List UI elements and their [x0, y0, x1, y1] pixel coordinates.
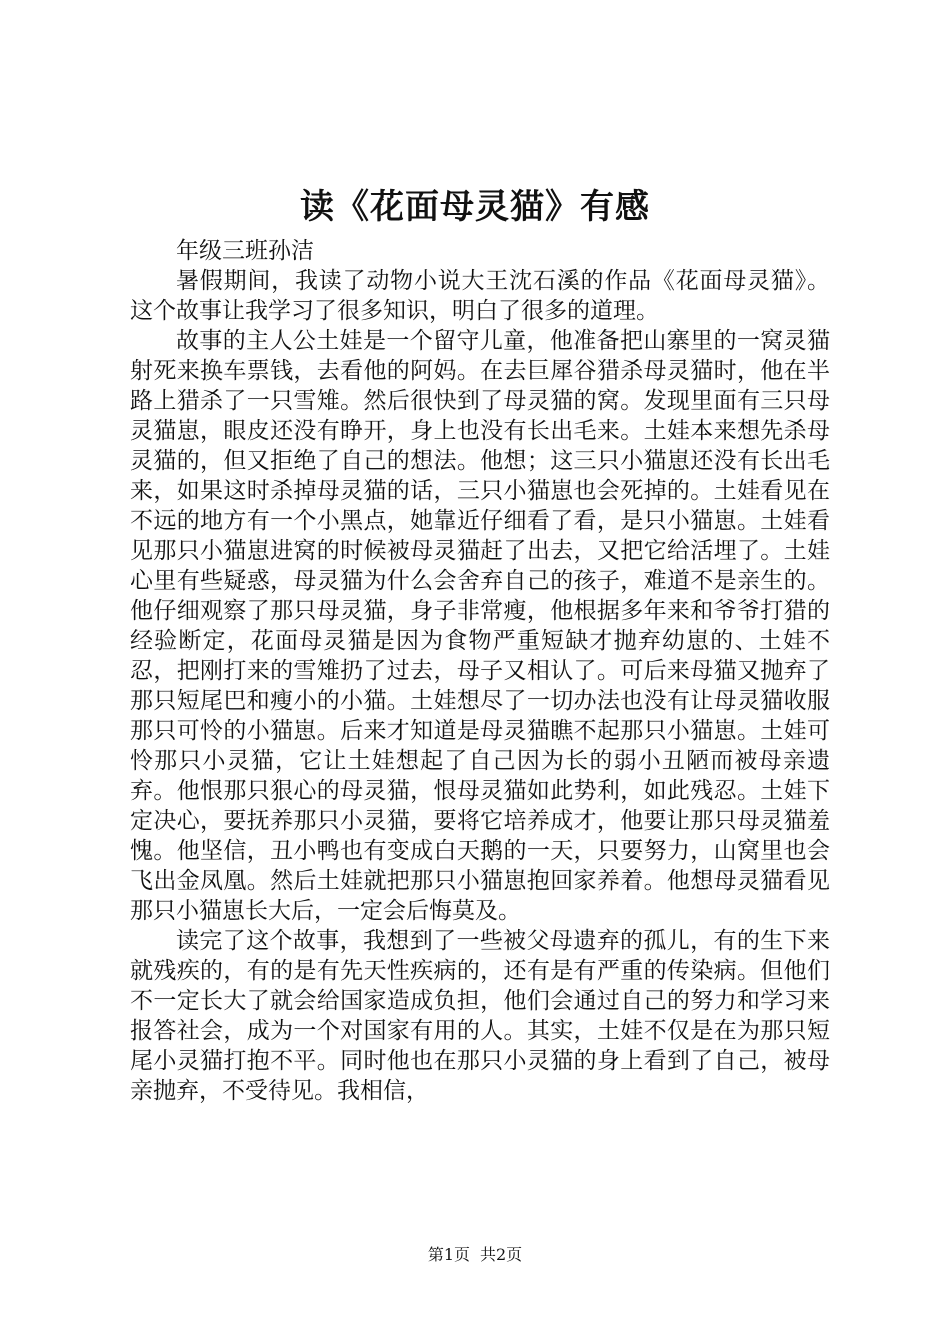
document-body — [130, 236, 830, 1106]
paragraph: 暑假期间，我读了动物小说大王沈石溪的作品《花面母灵猫》。这个故事让我学习了很多知识，明白了很多的道理。 — [130, 268, 830, 324]
author-line: 年级三班孙洁 — [176, 238, 314, 264]
page-number: 第1页 — [427, 1245, 470, 1264]
paragraph: 故事的主人公土娃是一个留守儿童，他准备把山寨里的一窝灵猫射死来换车票钱，去看他的阿妈。在去巨犀谷猎杀母灵猫时，他在半路上猎杀了一只雪雉。然后很快到了母灵猫的窝。发现里面有三只母灵猫崽，眼皮还没有睁开，身上也没有长出毛来。土娃本来想先杀母灵猫的，但又拒绝了自己的想法。他想；这三只小猫崽还没有长出毛来，如果这时杀掉母灵猫的话，三只小猫崽也会死掉的。土娃看见在不远的地方有一个小黑点，她靠近仔细看了看，是只小猫崽。土娃看见那只小猫崽进窝的时候被母灵猫赶了出去，又把它给活埋了。土娃心里有些疑惑，母灵猫为什么会舍弃自己的孩子，难道不是亲生的。他仔细观察了那只母灵猫，身子非常瘦，他根据多年来和爷爷打猎的经验断定，花面母灵猫是因为食物严重短缺才抛弃幼崽的、土娃不忍，把刚打来的雪雉扔了过去，母子又相认了。可后来母猫又抛弃了那只短尾巴和瘦小的小猫。土娃想尽了一切办法也没有让母灵猫收服那只可怜的小猫崽。后来才知道是母灵猫瞧不起那只小猫崽。土娃可怜那只小灵猫，它让土娃想起了自己因为长的弱小丑陋而被母亲遗弃。他恨那只狠心的母灵猫，恨母灵猫如此势利，如此残忍。土娃下定决心，要抚养那只小灵猫，要将它培养成才，他要让那只母灵猫羞愧。他坚信，丑小鸭也有变成白天鹅的一天，只要努力，山窝里也会飞出金凤凰。然后土娃就把那只小猫崽抱回家养着。他想母灵猫看见那只小猫崽长大后，一定会后悔莫及。 — [130, 328, 830, 924]
paragraph: 读完了这个故事，我想到了一些被父母遗弃的孤儿，有的生下来就残疾的，有的是有先天性疾病的，还有是有严重的传染病。但他们不一定长大了就会给国家造成负担，他们会通过自己的努力和学习来报答社会，成为一个对国家有用的人。其实，土娃不仅是在为那只短尾小灵猫打抱不平。同时他也在那只小灵猫的身上看到了自己，被母亲抛弃，不受待见。我相信， — [130, 928, 830, 1104]
page-footer — [0, 1244, 950, 1266]
document-title: 读《花面母灵猫》有感 — [300, 187, 650, 227]
page-total: 共2页 — [480, 1245, 523, 1264]
